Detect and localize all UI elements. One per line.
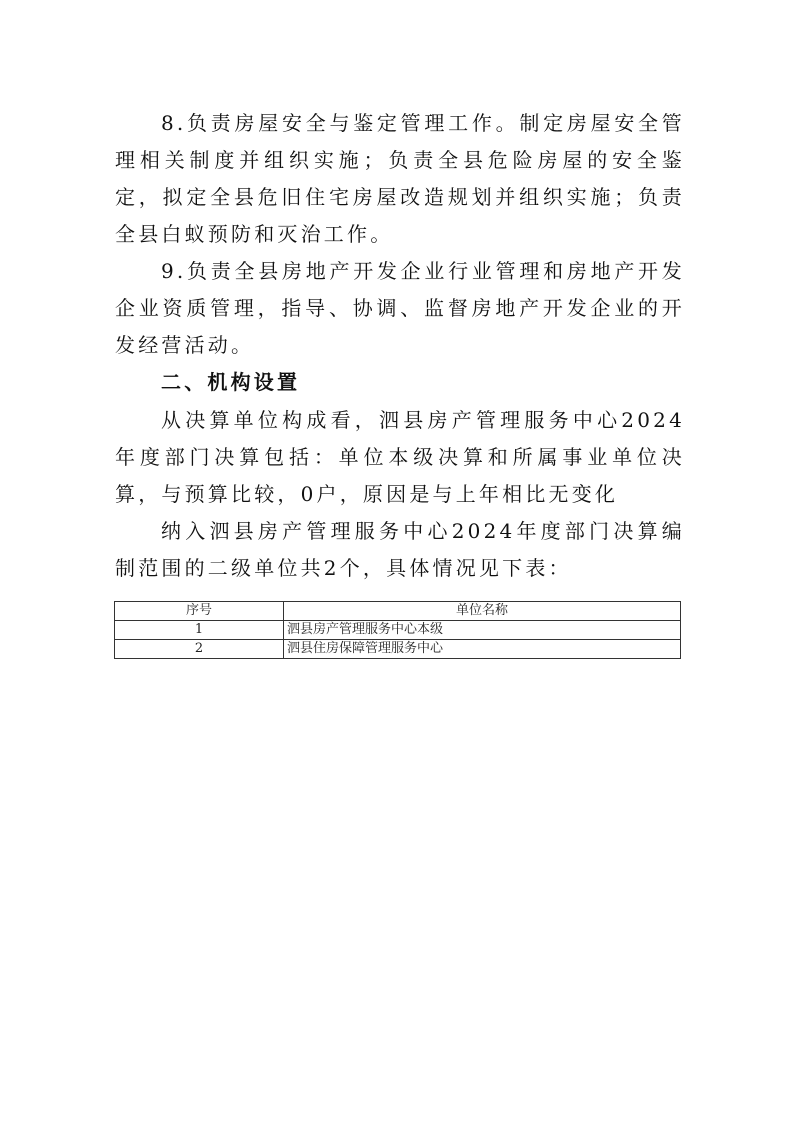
row-unit-name: 泗县房产管理服务中心本级 (284, 621, 681, 640)
header-no: 序号 (115, 602, 284, 621)
section-heading-org-setup: 二、机构设置 (161, 370, 301, 394)
table-row (115, 621, 681, 640)
row-unit-name: 泗县住房保障管理服务中心 (284, 640, 681, 659)
unit-table (114, 601, 681, 659)
paragraph-item-8: 8.负责房屋安全与鉴定管理工作。制定房屋安全管理相关制度并组织实施；负责全县危险房屋的安全鉴定，拟定全县危旧住宅房屋改造规划并组织实施；负责全县白蚁预防和灭治工作。 (115, 111, 685, 246)
paragraph-item-9: 9.负责全县房地产开发企业行业管理和房地产开发企业资质管理，指导、协调、监督房地产开发企业的开发经营活动。 (115, 259, 685, 357)
paragraph-org-composition: 从决算单位构成看，泗县房产管理服务中心2024年度部门决算包括：单位本级决算和所属事业单位决算，与预算比较，0户，原因是与上年相比无变化 (115, 408, 685, 506)
header-unit-name: 单位名称 (284, 602, 681, 621)
row-no: 1 (115, 621, 284, 640)
table-row (115, 640, 681, 659)
table-header-row (115, 602, 681, 621)
paragraph-scope: 纳入泗县房产管理服务中心2024年度部门决算编制范围的二级单位共2个，具体情况见下表： (115, 519, 685, 580)
row-no: 2 (115, 640, 284, 659)
